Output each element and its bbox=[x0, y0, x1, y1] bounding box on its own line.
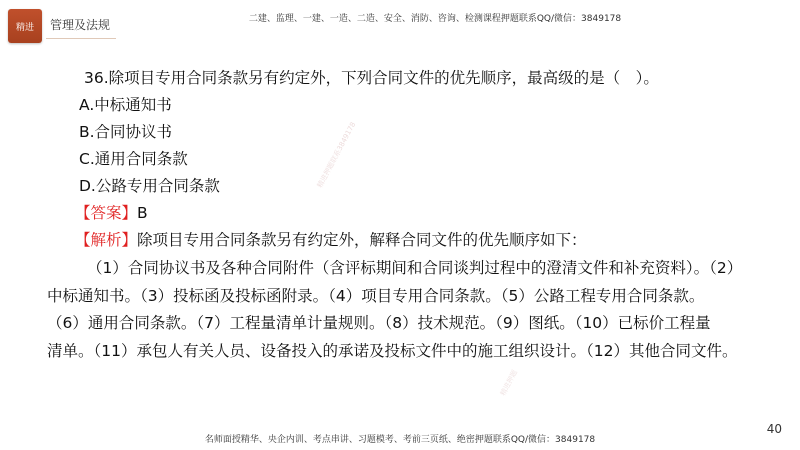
header-divider bbox=[46, 38, 116, 39]
answer-label: 【答案】 bbox=[75, 204, 138, 222]
watermark: 精进押题 bbox=[498, 368, 520, 398]
option-c: C.通用合同条款 bbox=[79, 150, 188, 168]
option-b: B.合同协议书 bbox=[79, 123, 173, 141]
option-a: A.中标通知书 bbox=[79, 96, 172, 114]
footer-notice: 名师面授精华、央企内训、考点串讲、习题模考、考前三页纸、绝密押题联系QQ/微信：3849178 bbox=[204, 435, 596, 445]
analysis-line-3: （6）通用合同条款。（7）工程量清单计量规则。（8）技术规范。（9）图纸。（10）已标价工程量 bbox=[47, 314, 711, 332]
analysis-line bbox=[47, 227, 777, 254]
analysis-label: 【解析】 bbox=[75, 231, 138, 249]
analysis-line-4: 清单。（11）承包人有关人员、设备投入的承诺及投标文件中的施工组织设计。（12）其他合同文件。 bbox=[47, 341, 738, 360]
analysis-line-1: （1）合同协议书及各种合同附件（含评标期间和合同谈判过程中的澄清文件和补充资料）。（2） bbox=[87, 259, 743, 277]
logo-text: 精进 bbox=[15, 22, 34, 33]
watermark: 精进押题联系3849178 bbox=[315, 120, 358, 190]
header-notice: 二建、监理、一建、一造、二造、安全、消防、咨询、检测课程押题联系QQ/微信：3849178 bbox=[248, 14, 622, 24]
question-text: 36.除项目专用合同条款另有约定外，下列合同文件的优先顺序，最高级的是（ ）。 bbox=[84, 69, 659, 87]
page-title: 管理及法规 bbox=[50, 18, 111, 32]
analysis-line-2: 中标通知书。（3）投标函及投标函附录。（4）项目专用合同条款。（5）公路工程专用合同条款。 bbox=[47, 286, 705, 305]
page-number: 40 bbox=[766, 422, 782, 436]
answer-value: B bbox=[137, 204, 148, 222]
slide-content bbox=[47, 65, 777, 365]
analysis-intro: 除项目专用合同条款另有约定外，解释合同文件的优先顺序如下： bbox=[137, 231, 587, 249]
option-d: D.公路专用合同条款 bbox=[79, 177, 220, 195]
answer-line bbox=[47, 200, 777, 227]
analysis-paragraph bbox=[47, 255, 777, 365]
